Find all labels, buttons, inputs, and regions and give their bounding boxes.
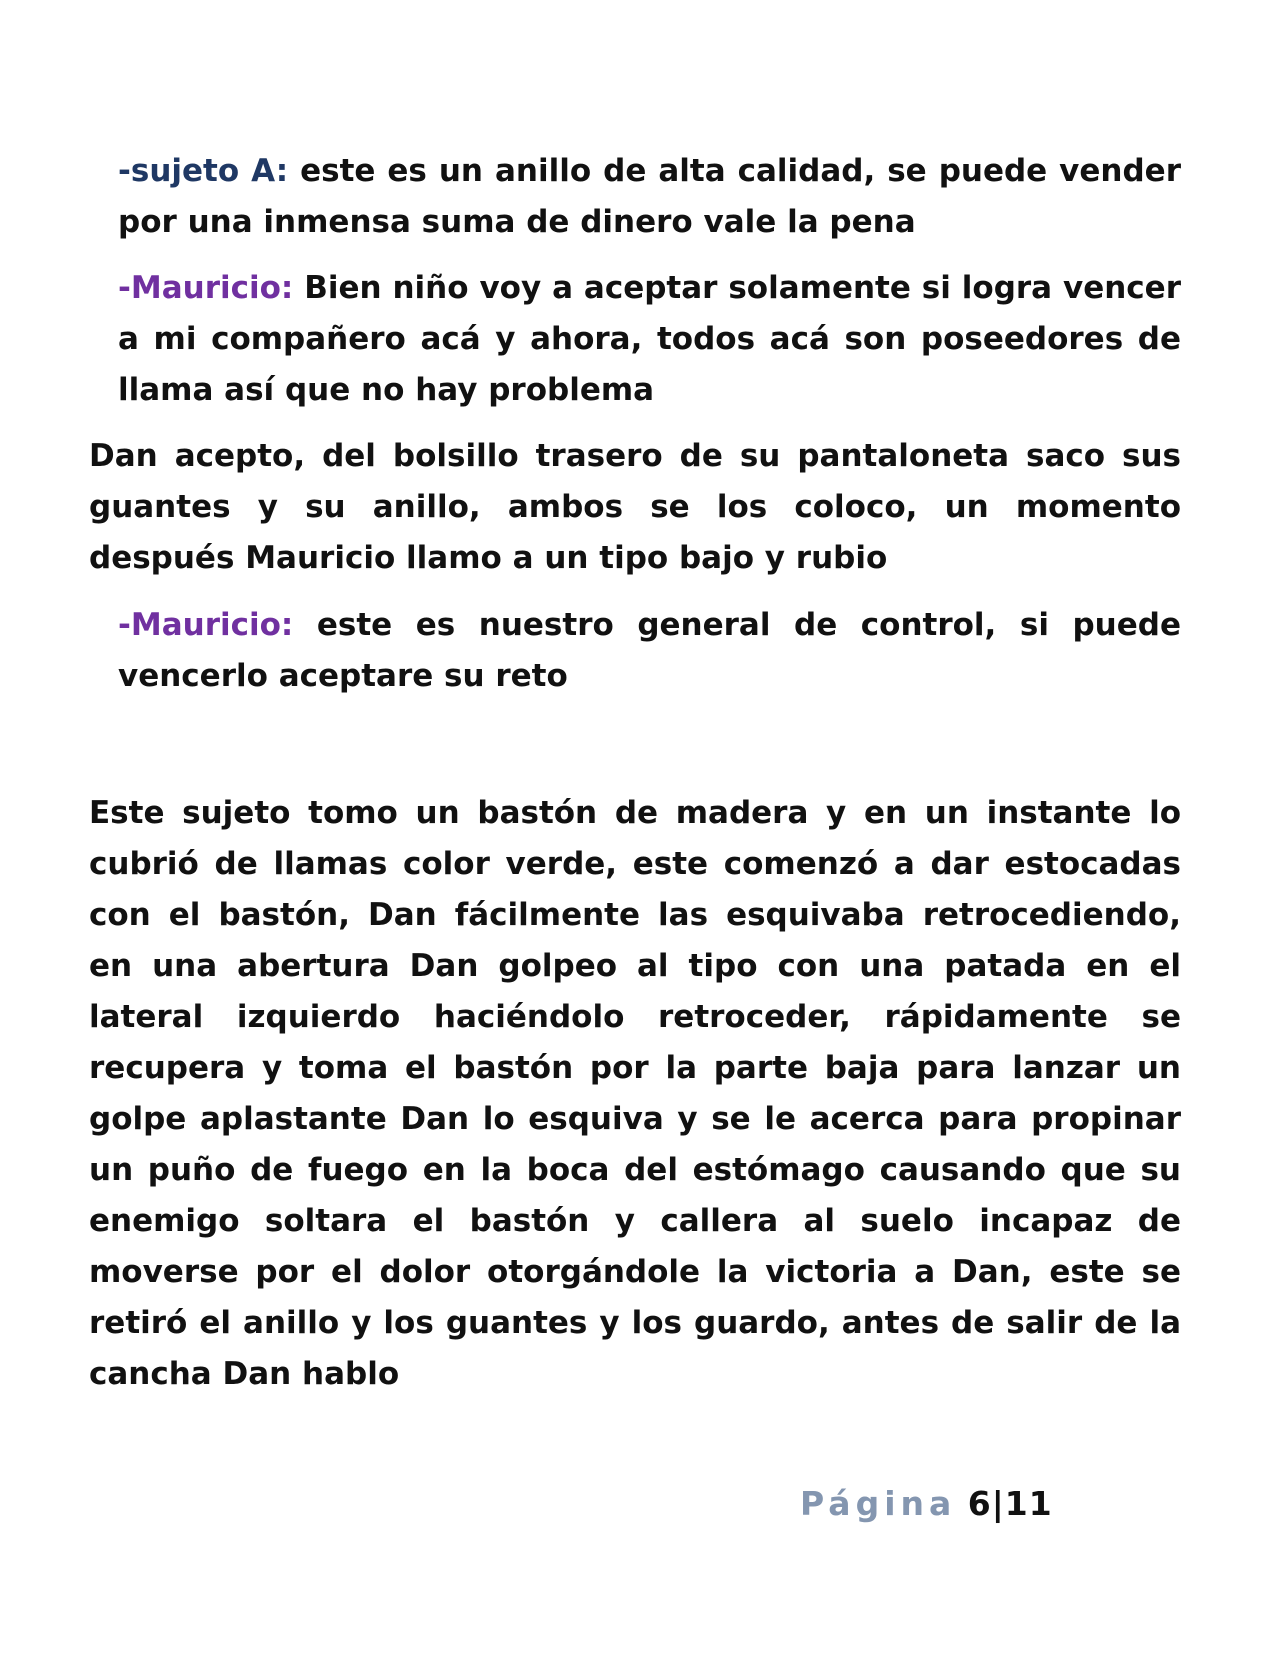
dialogue-text: este es nuestro general de control, si puede vencerlo aceptare su reto [118,607,1181,694]
narration-paragraph-2: Este sujeto tomo un bastón de madera y en un instante lo cubrió de llamas color verde, este comenzó a dar estocadas con el bastón, Dan fácilmente las esquivaba retrocediendo, en una abertura Dan golpeo al tipo con una patada en el lateral izquierdo haciéndolo retroceder, rápidamente se recupera y toma el bastón por la parte baja para lanzar un golpe aplastante Dan lo esquiva y se le acerca para propinar un puño de fuego en la boca del estómago causando que su enemigo soltara el bastón y callera al suelo incapaz de moverse por el dolor otorgándole la victoria a Dan, este se retiró el anillo y los guantes y los guardo, antes de salir de la cancha Dan hablo [89,795,1181,1392]
dialogue-mauricio-1 [118,263,1181,416]
dialogue-text: Bien niño voy a aceptar solamente si logra vencer a mi compañero acá y ahora, todos acá son poseedores de llama así que no hay problema [118,270,1181,408]
total-page-count: 11 [1004,1484,1053,1523]
speaker-label: -Mauricio: [118,270,294,306]
speaker-label: -Mauricio: [118,607,294,643]
dialogue-text: este es un anillo de alta calidad, se puede vender por una inmensa suma de dinero vale la pena [118,153,1181,240]
page-number-footer [800,1484,1053,1523]
page-separator: | [991,1484,1005,1523]
speaker-label: -sujeto A: [118,153,289,189]
narration-paragraph-1: Dan acepto, del bolsillo trasero de su pantaloneta saco sus guantes y su anillo, ambos se los coloco, un momento después Mauricio llamo a un tipo bajo y rubio [89,438,1181,576]
dialogue-sujeto-a [118,146,1181,248]
dialogue-mauricio-2 [118,600,1181,702]
current-page-number: 6 [967,1484,992,1523]
page-label: Página [800,1484,957,1523]
